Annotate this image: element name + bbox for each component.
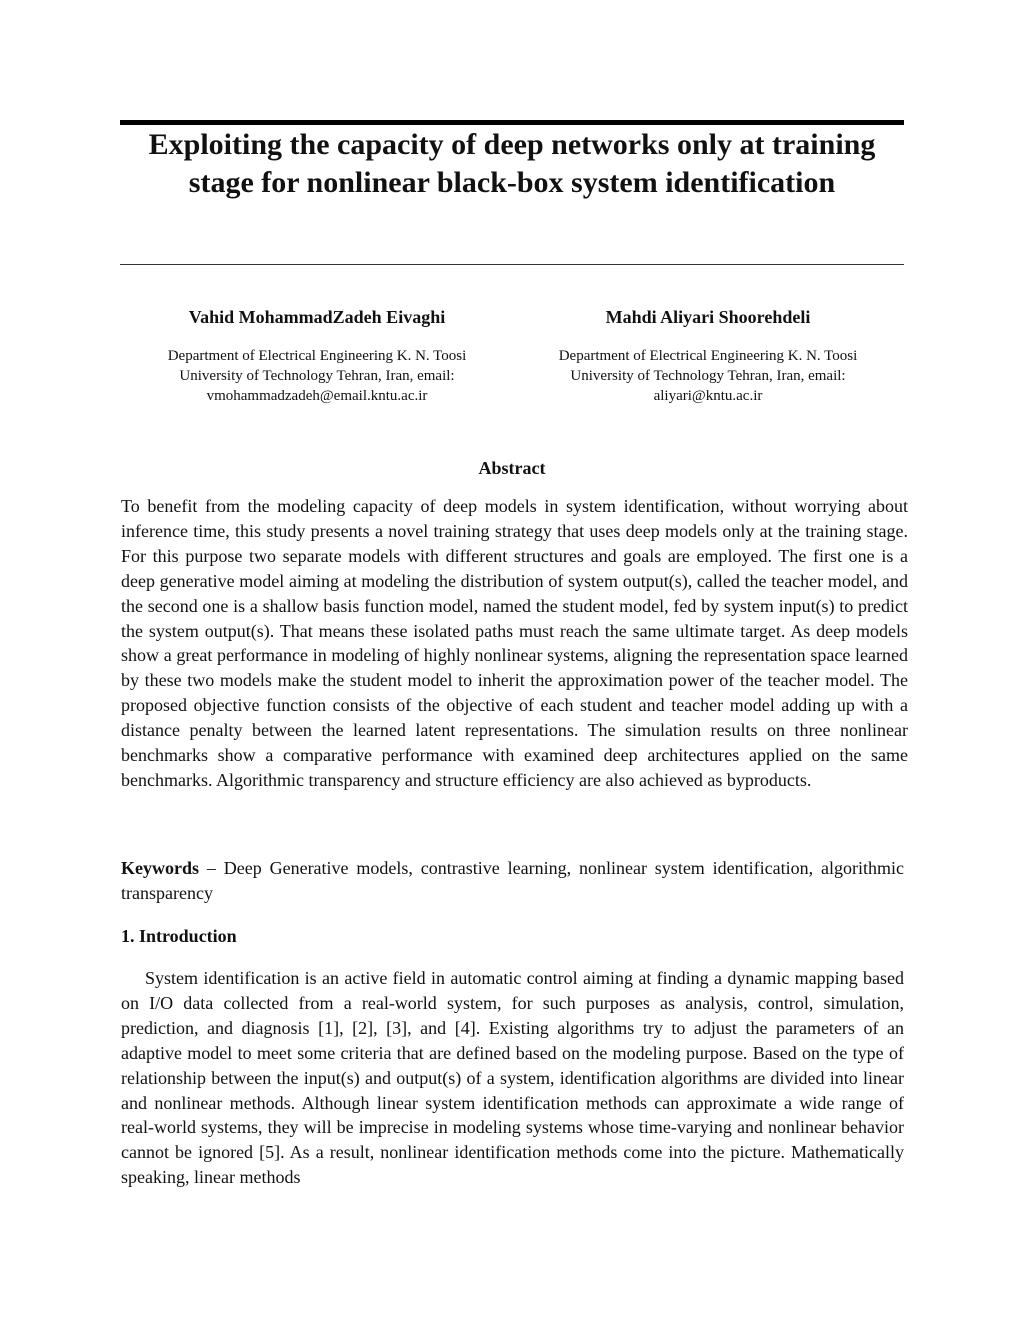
keywords-label: Keywords	[121, 858, 199, 878]
keywords-paragraph	[121, 856, 904, 906]
author-block-2	[528, 306, 888, 406]
title-bottom-rule	[120, 264, 904, 265]
section-heading-introduction: 1. Introduction	[121, 926, 237, 946]
keywords-text: – Deep Generative models, contrastive learning, nonlinear system identification, algorithmic transparency	[121, 858, 904, 903]
abstract-heading: Abstract	[478, 458, 546, 478]
abstract-text: To benefit from the modeling capacity of deep models in system identification, without worrying about inference time, this study presents a novel training strategy that uses deep models only at the training stage. For this purpose two separate models with different structures and goals are employed. The first one is a deep generative model aiming at modeling the distribution of system output(s), called the teacher model, and the second one is a shallow basis function model, named the student model, fed by system input(s) to predict the system output(s). That means these isolated paths must reach the same ultimate target. As deep models show a great performance in modeling of highly nonlinear systems, aligning the representation space learned by these two models make the student model to inherit the approximation power of the teacher model. The proposed objective function consists of the objective of each student and teacher model adding up with a distance penalty between the learned latent representations. The simulation results on three nonlinear benchmarks show a comparative performance with examined deep architectures applied on the same benchmarks. Algorithmic transparency and structure efficiency are also achieved as byproducts.	[121, 496, 908, 790]
author-name: Vahid MohammadZadeh Eivaghi	[188, 307, 446, 327]
introduction-text: System identification is an active field in automatic control aiming at finding a dynamic mapping based on I/O data collected from a real-world system, for such purposes as analysis, control, simulation, prediction, and diagnosis [1], [2], [3], and [4]. Existing algorithms try to adjust the parameters of an adaptive model to meet some criteria that are defined based on the modeling purpose. Based on the type of relationship between the input(s) and output(s) of a system, identification algorithms are divided into linear and nonlinear methods. Although linear system identification methods can approximate a wide range of real-world systems, they will be imprecise in modeling systems whose time-varying and nonlinear behavior cannot be ignored [5]. As a result, nonlinear identification methods come into the picture. Mathematically speaking, linear methods	[121, 968, 904, 1188]
author-affiliation: Department of Electrical Engineering K. N. Toosi University of Technology Tehran, Iran, email: aliyari@kntu.ac.ir	[558, 348, 858, 404]
title-top-rule	[120, 120, 904, 125]
author-name: Mahdi Aliyari Shoorehdeli	[605, 307, 811, 327]
paper-title: Exploiting the capacity of deep networks only at training stage for nonlinear black-box system identification	[148, 128, 876, 199]
author-block-1	[137, 306, 497, 406]
author-affiliation: Department of Electrical Engineering K. N. Toosi University of Technology Tehran, Iran, email: vmohammadzadeh@email.kntu.ac.ir	[167, 348, 467, 404]
